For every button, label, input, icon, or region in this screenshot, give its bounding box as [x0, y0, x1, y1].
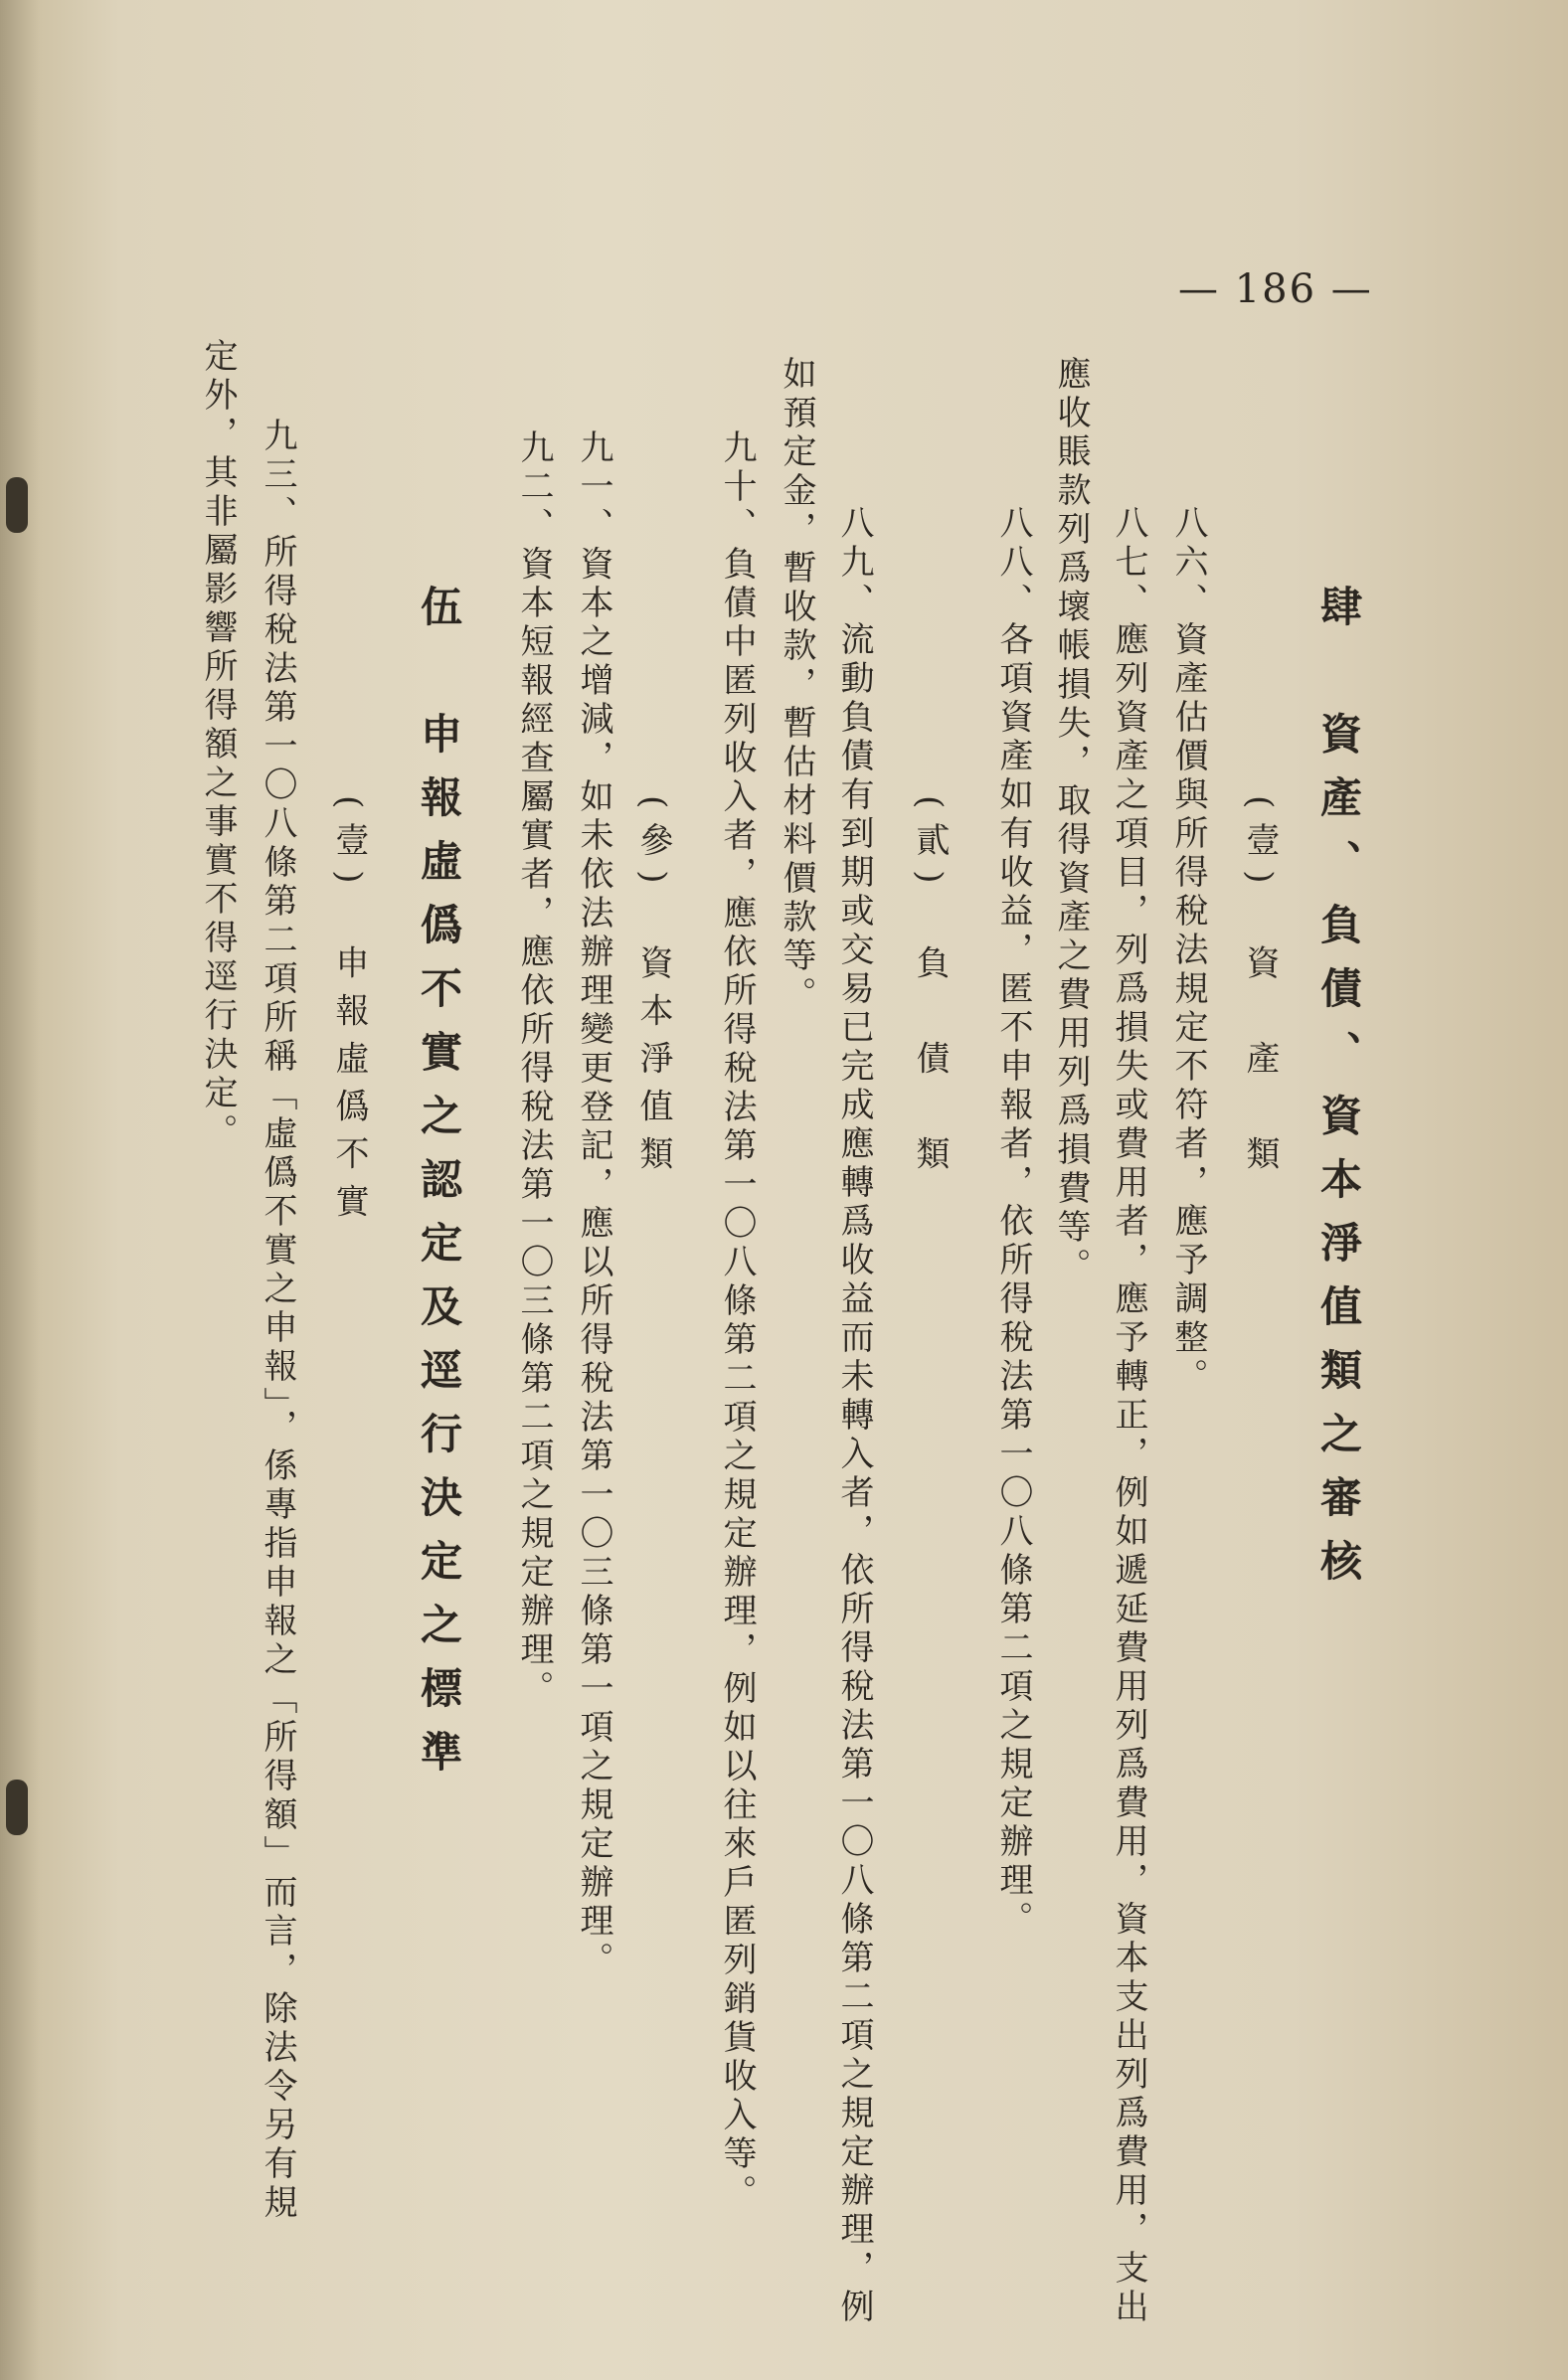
- section-5-title: 伍 申報虛僞不實之認定及逕行決定之標準: [415, 585, 463, 1793]
- paragraph-87-continued: 應收賬款列爲壞帳損失，取得資產之費用列爲損費等。: [1051, 356, 1091, 1286]
- page-number: — 186 —: [1178, 266, 1373, 312]
- paragraph-90: 九十、負債中匿列收入者，應依所得稅法第一〇八條第二項之規定辦理，例如以往來戶匿列銷貨收入等。: [717, 429, 757, 2213]
- binding-hole: [6, 1780, 28, 1835]
- subsection-false-declaration-title: (壹) 申報虛僞不實: [329, 795, 369, 1232]
- paragraph-91: 九一、資本之增減，如未依法辦理變更登記，應以所得稅法第一〇三條第一項之規定辦理。: [574, 429, 613, 1980]
- paragraph-86: 八六、資產估價與所得稅法規定不符者，應予調整。: [1168, 505, 1208, 1397]
- paragraph-89: 八九、流動負債有到期或交易已完成應轉爲收益而未轉入者，依所得稅法第一〇八條第二項之規定辦理，例: [834, 505, 874, 2327]
- paragraph-93: 九三、所得稅法第一〇八條第二項所稱「虛僞不實之申報」，係專指申報之「所得額」而言，除法令另有規: [258, 418, 297, 2223]
- paragraph-92: 九二、資本短報經查屬實者，應依所得稅法第一〇三條第二項之規定辦理。: [514, 429, 554, 1709]
- subsection-liabilities-title: (貳) 負 債 類: [910, 795, 950, 1184]
- paragraph-93-continued: 定外，其非屬影響所得額之事實不得逕行決定。: [198, 338, 238, 1152]
- binding-hole: [6, 477, 28, 533]
- paragraph-88: 八八、各項資產如有收益，匿不申報者，依所得稅法第一〇八條第二項之規定辦理。: [993, 505, 1033, 1940]
- section-4-title: 肆 資產、負債、資本淨值類之審核: [1314, 585, 1363, 1603]
- paragraph-89-continued: 如預定金，暫收款，暫估材料價款等。: [777, 356, 816, 1015]
- subsection-assets-title: (壹) 資 產 類: [1240, 795, 1280, 1184]
- subsection-net-worth-title: (參) 資本淨值類: [633, 795, 673, 1184]
- paragraph-87: 八七、應列資產之項目，列爲損失或費用者，應予轉正，例如遞延費用列爲費用，資本支出列爲費用，支出: [1109, 505, 1148, 2327]
